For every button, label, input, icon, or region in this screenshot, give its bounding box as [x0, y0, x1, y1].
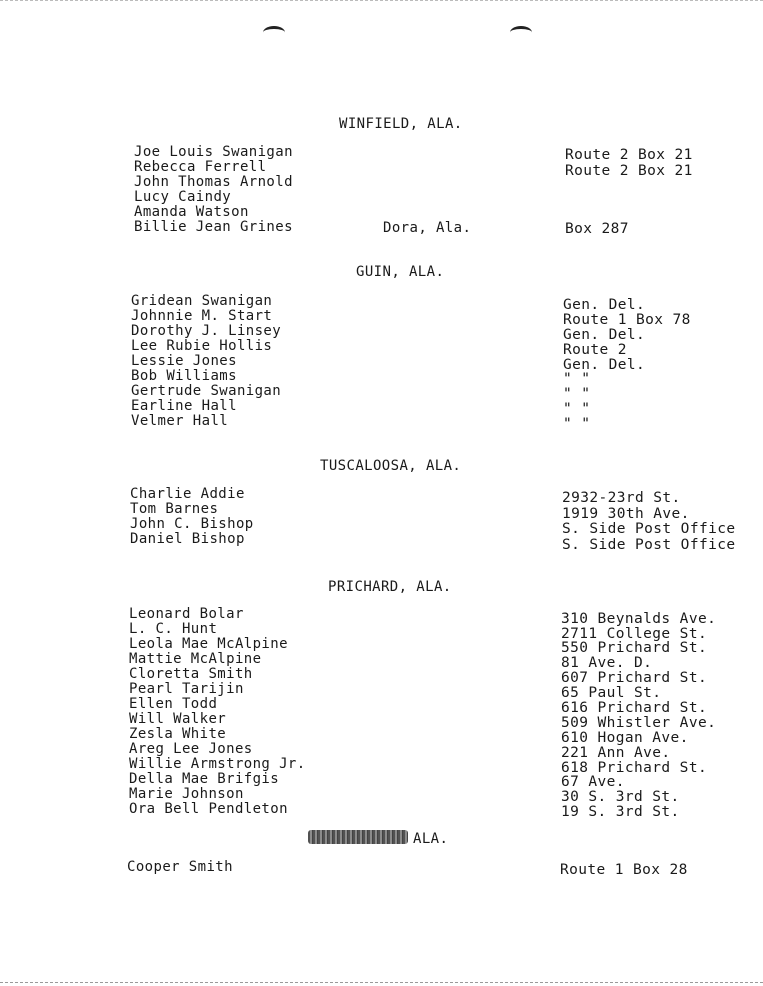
- name-entry: John C. Bishop: [130, 516, 254, 532]
- name-entry: Ora Bell Pendleton: [129, 801, 288, 817]
- name-entry: Johnnie M. Start: [131, 308, 273, 324]
- name-entry: Leola Mae McAlpine: [129, 636, 288, 652]
- address-entry: 19 S. 3rd St.: [561, 804, 680, 820]
- address-entry: 310 Beynalds Ave.: [561, 611, 717, 627]
- name-entry: Pearl Tarijin: [129, 681, 244, 697]
- address-entry: S. Side Post Office: [562, 537, 736, 553]
- address-entry: 65 Paul St.: [561, 685, 662, 701]
- address-entry: Route 2 Box 21: [565, 147, 693, 163]
- smudged-heading-text: [308, 830, 408, 844]
- address-entry: 30 S. 3rd St.: [561, 789, 680, 805]
- address-entry: 618 Prichard St.: [561, 760, 708, 776]
- address-entry: Gen. Del.: [563, 297, 646, 313]
- address-entry: 67 Ave.: [561, 774, 625, 790]
- name-entry: Tom Barnes: [130, 501, 219, 517]
- section-heading-prichard: PRICHARD, ALA.: [328, 579, 452, 595]
- name-entry: Charlie Addie: [130, 486, 245, 502]
- address-entry: Gen. Del.: [563, 357, 646, 373]
- address-entry: Gen. Del.: [563, 327, 646, 343]
- town-note: Dora, Ala.: [383, 220, 472, 236]
- section-heading-winfield: WINFIELD, ALA.: [339, 116, 463, 132]
- name-entry: L. C. Hunt: [129, 621, 218, 637]
- name-entry: Areg Lee Jones: [129, 741, 253, 757]
- address-entry: 550 Prichard St.: [561, 640, 708, 656]
- section-heading-guin: GUIN, ALA.: [356, 264, 445, 280]
- address-entry: 509 Whistler Ave.: [561, 715, 717, 731]
- name-entry: Cloretta Smith: [129, 666, 253, 682]
- address-entry: Box 287: [565, 221, 629, 237]
- address-entry: 607 Prichard St.: [561, 670, 708, 686]
- section-heading-tuscaloosa: TUSCALOOSA, ALA.: [320, 458, 462, 474]
- name-entry: Zesla White: [129, 726, 227, 742]
- name-entry: Della Mae Brifgis: [129, 771, 280, 787]
- name-entry: Will Walker: [129, 711, 227, 727]
- address-entry: Route 2: [563, 342, 627, 358]
- name-entry: Lessie Jones: [131, 353, 237, 369]
- address-entry: 1919 30th Ave.: [562, 506, 690, 522]
- perforation-top: [0, 0, 763, 1]
- address-entry: 2932-23rd St.: [562, 490, 681, 506]
- name-entry: Willie Armstrong Jr.: [129, 756, 306, 772]
- ditto-mark: " ": [563, 416, 591, 432]
- address-entry: 81 Ave. D.: [561, 655, 653, 671]
- address-entry: 610 Hogan Ave.: [561, 730, 689, 746]
- ditto-mark: " ": [563, 401, 591, 417]
- name-entry: Cooper Smith: [127, 859, 233, 875]
- address-entry: Route 2 Box 21: [565, 163, 693, 179]
- name-entry: Joe Louis Swanigan: [134, 144, 293, 160]
- address-entry: 2711 College St.: [561, 626, 708, 642]
- name-entry: Velmer Hall: [131, 413, 229, 429]
- ditto-mark: " ": [563, 371, 591, 387]
- name-entry: Rebecca Ferrell: [134, 159, 267, 175]
- name-entry: Dorothy J. Linsey: [131, 323, 282, 339]
- address-entry: Route 1 Box 78: [563, 312, 691, 328]
- name-entry: Gridean Swanigan: [131, 293, 273, 309]
- address-entry: 221 Ann Ave.: [561, 745, 671, 761]
- name-entry: Lucy Caindy: [134, 189, 232, 205]
- perforation-bottom: [0, 982, 763, 983]
- binder-hole-mark-right: [510, 26, 532, 39]
- binder-hole-mark-left: [263, 26, 285, 39]
- name-entry: Leonard Bolar: [129, 606, 244, 622]
- name-entry: Lee Rubie Hollis: [131, 338, 273, 354]
- name-entry: Mattie McAlpine: [129, 651, 262, 667]
- name-entry: Bob Williams: [131, 368, 237, 384]
- name-entry: Amanda Watson: [134, 204, 249, 220]
- name-entry: Daniel Bishop: [130, 531, 245, 547]
- name-entry: Marie Johnson: [129, 786, 244, 802]
- address-entry: 616 Prichard St.: [561, 700, 708, 716]
- name-entry: Billie Jean Grines: [134, 219, 293, 235]
- name-entry: Ellen Todd: [129, 696, 218, 712]
- name-entry: Gertrude Swanigan: [131, 383, 282, 399]
- ditto-mark: " ": [563, 386, 591, 402]
- address-entry: Route 1 Box 28: [560, 862, 688, 878]
- name-entry: Earline Hall: [131, 398, 237, 414]
- name-entry: John Thomas Arnold: [134, 174, 293, 190]
- address-entry: S. Side Post Office: [562, 521, 736, 537]
- section-heading-suffix: ALA.: [413, 831, 449, 847]
